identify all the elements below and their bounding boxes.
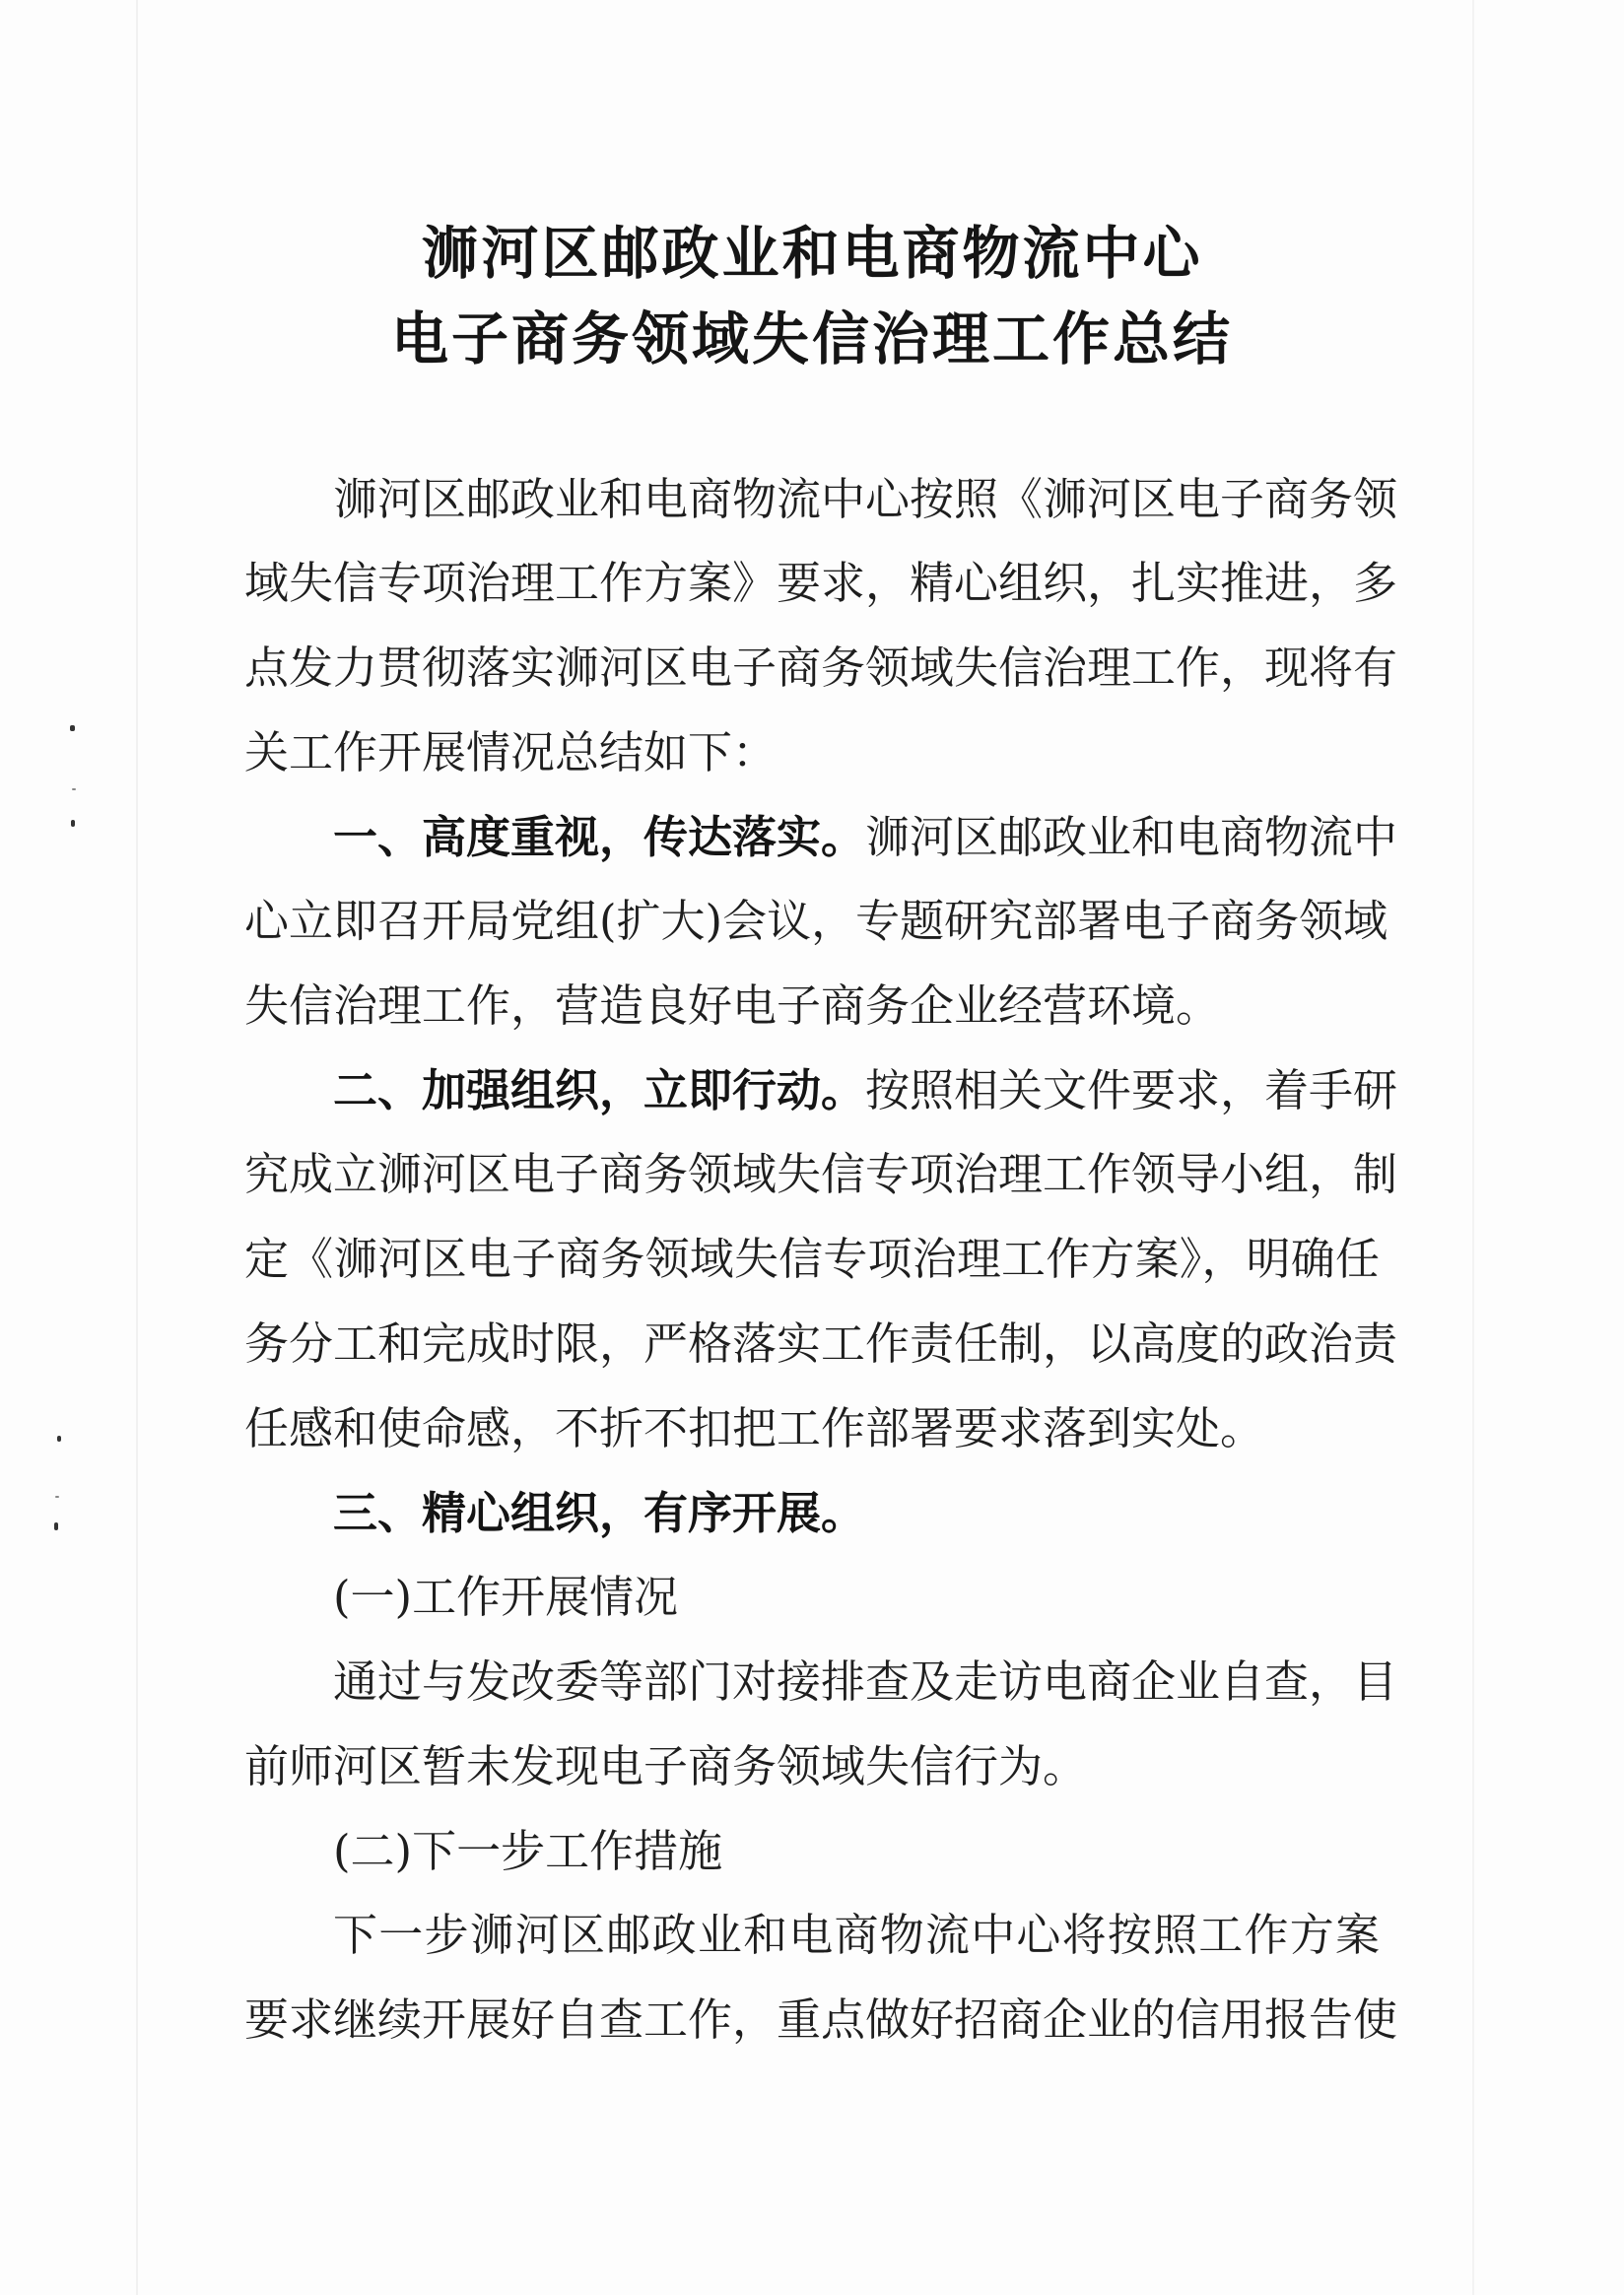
section-3-line-heading: [333, 1484, 1380, 1543]
scan-speck: [71, 820, 75, 827]
intro-line-2: 域失信专项治理工作方案》要求，精心组织，扎实推进，多: [244, 557, 1398, 609]
document-title-line-1: 浉河区邮政业和电商物流中心: [421, 220, 1203, 287]
section-2-line-2: 究成立浉河区电子商务领域失信专项治理工作领导小组，制: [244, 1148, 1398, 1200]
section-3-sub-1-line-1: 通过与发改委等部门对接排查及走访电商企业自查，目: [333, 1655, 1398, 1708]
scan-speck: [72, 788, 76, 790]
scan-speck: [70, 725, 75, 731]
section-1-line-3: 失信治理工作，营造良好电子商务企业经营环境。: [244, 979, 1221, 1032]
section-1-line-2: 心立即召开局党组(扩大)会议，专题研究部署电子商务领域: [244, 895, 1388, 947]
intro-line-4: 关工作开展情况总结如下：: [244, 726, 778, 778]
section-2-line-3: 定《浉河区电子商务领域失信专项治理工作方案》，明确任: [244, 1233, 1380, 1285]
scan-speck: [55, 1496, 59, 1498]
intro-line-3: 点发力贯彻落实浉河区电子商务领域失信治理工作，现将有: [244, 641, 1398, 694]
scan-speck: [54, 1522, 58, 1530]
scan-speck: [57, 1436, 61, 1442]
section-2-line-1: [333, 1061, 1398, 1120]
section-3-sub-1-heading: (一)工作开展情况: [333, 1571, 679, 1623]
section-3-sub-2-line-1: 下一步浉河区邮政业和电商物流中心将按照工作方案: [333, 1909, 1380, 1961]
section-1-line-1: [333, 808, 1398, 867]
section-1-text: 浉河区邮政业和电商物流中: [865, 811, 1398, 863]
section-2-text: 按照相关文件要求，着手研: [865, 1064, 1398, 1116]
section-3-sub-2-line-2: 要求继续开展好自查工作，重点做好招商企业的信用报告使: [244, 1993, 1398, 2046]
intro-line-1: 浉河区邮政业和电商物流中心按照《浉河区电子商务领: [333, 473, 1398, 525]
section-3-sub-1-line-2: 前师河区暂未发现电子商务领域失信行为。: [244, 1740, 1088, 1792]
section-2-line-4: 务分工和完成时限，严格落实工作责任制，以高度的政治责: [244, 1317, 1398, 1370]
section-1-heading: 一、高度重视，传达落实。: [333, 811, 866, 863]
section-3-heading: 三、精心组织，有序开展。: [333, 1487, 866, 1539]
section-2-heading: 二、加强组织，立即行动。: [333, 1064, 866, 1116]
document-title-line-2: 电子商务领域失信治理工作总结: [390, 305, 1233, 372]
section-3-sub-2-heading: (二)下一步工作措施: [333, 1825, 723, 1877]
section-2-line-5: 任感和使命感，不折不扣把工作部署要求落到实处。: [244, 1402, 1265, 1454]
